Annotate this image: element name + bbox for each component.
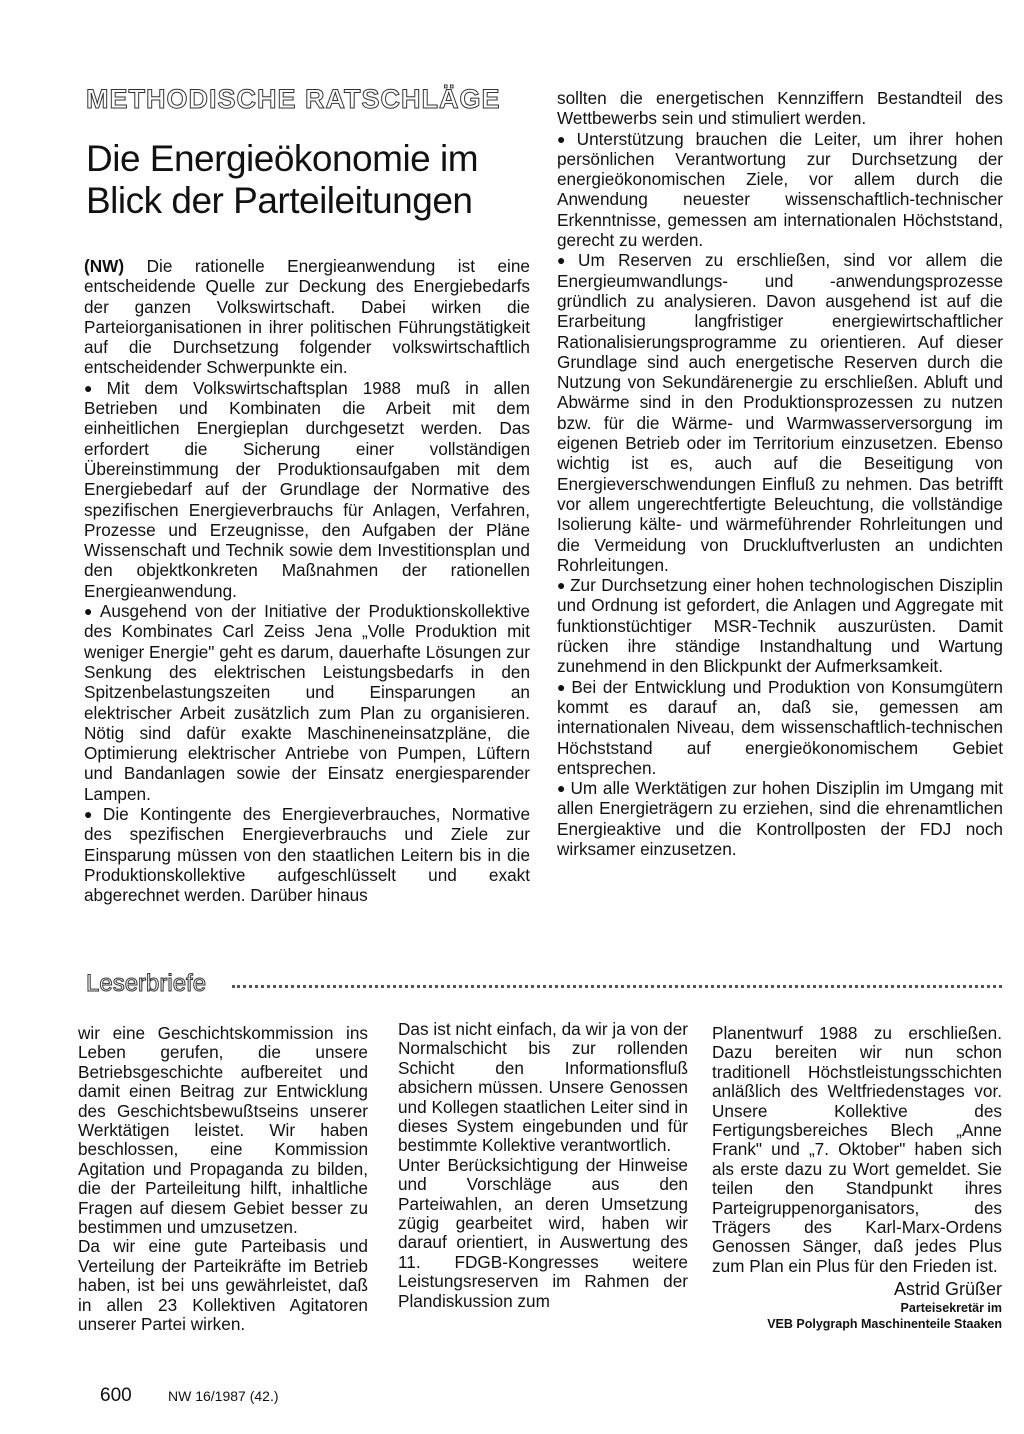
paragraph: Das ist nicht einfach, da wir ja von der Normalschicht bis zur rollenden Schicht den Informationsfluß absichern müssen. Unsere Genossen und Kollegen staatlichen Leiter sind in dieses System eingebunden und für bestimmte Kollektive verantwortlich. <box>398 1019 688 1156</box>
bullet-icon: ● <box>557 577 567 594</box>
bullet-icon: ● <box>84 603 96 620</box>
section-heading-letters: Leserbriefe <box>86 970 207 997</box>
paragraph-text: Zur Durchsetzung einer hohen technologischen Disziplin und Ordnung ist gefordert, die Anlagen und Aggregate mit funktionstüchtiger MSR-Technik auszurüsten. Damit rücken ihre ständige Instandhaltung und Wartung zunehmend in den Blickpunkt der Aufmerksamkeit. <box>557 575 1003 677</box>
paragraph-text: Ausgehend von der Initiative der Produktionskollektive des Kombinates Carl Zeiss Jena „Volle Produktion mit weniger Energie" geht es darum, dauerhafte Lösungen zur Senkung des elektrischen Leistungsbedarfs in den Spitzenbelastungszeiten und Einsparungen an elektrischer Arbeit zusätzlich zum Plan zu organisieren. Nötig sind dafür exakte Maschineneinsatzpläne, die Optimierung elektrischer Antriebe von Pumpen, Lüftern und Bandanlagen sowie der Einsatz energiesparender Lampen. <box>84 601 530 804</box>
paragraph: sollten die energetischen Kennziffern Bestandteil des Wettbewerbs sein und stimuliert werden. <box>557 88 1003 129</box>
paragraph: Da wir eine gute Parteibasis und Verteilung der Parteikräfte im Betrieb haben, ist bei uns gewährleistet, daß in allen 23 Kollektiven Agitatoren unserer Partei wirken. <box>78 1236 368 1335</box>
paragraph-text: Mit dem Volkswirtschaftsplan 1988 muß in allen Betrieben und Kombinaten die Arbeit mit dem einheitlichen Energieplan durchgesetzt werden. Das erfordert die Sicherung einer vollständigen Übereinstimmung der Produktionsaufgaben mit dem Energiebedarf auf der Grundlage der Normative des spezifischen Energieverbrauchs für Anlagen, Verfahren, Prozesse und Erzeugnisse, den Aufgaben der Pläne Wissenschaft und Technik sowie dem Investitionsplan und den objektkonkreten Maßnahmen der rationellen Energieanwendung. <box>84 377 530 601</box>
bullet-icon: ● <box>84 379 103 396</box>
lead-tag: (NW) <box>84 256 125 276</box>
bullet-paragraph <box>84 378 530 601</box>
author-role-line-2: VEB Polygraph Maschinenteile Staaken <box>767 1316 1002 1331</box>
paragraph-text: Unterstützung brauchen die Leiter, um ihrer hohen persönlichen Verantwortung zur Durchsetzung der energieökonomischen Ziele, vor allem durch die Anwendung neuester wissenschaftlich-technischer Erkenntnisse, gemessen am internationalen Höchststand, gerecht zu werden. <box>557 128 1003 251</box>
page-number: 600 <box>100 1385 132 1406</box>
bullet-icon: ● <box>557 252 575 269</box>
bullet-paragraph <box>557 575 1003 676</box>
section-divider <box>232 985 1002 988</box>
article-title <box>86 138 526 222</box>
paragraph-text: Um Reserven zu erschließen, sind vor allem die Energieumwandlungs- und -anwendungsprozesse gründlich zu analysieren. Davon ausgehend ist auf die Erarbeitung langfristiger energiewirtschaftlicher Rationalisierungsprogramme zu orientieren. Auf dieser Grundlage sind auch energetische Reserven durch die Nutzung von Sekundärenergie zu erschließen. Abluft und Abwärme sind in den Produktionsprozessen zu nutzen bzw. für die Wärme- und Warmwasserversorgung im eigenen Betrieb oder im Territorium einzusetzen. Ebenso wichtig ist es, auch auf die Beseitigung von Energieverschwendungen Einfluß zu nehmen. Das betrifft vor allem ungerechtfertigte Beleuchtung, die vollständige Isolierung kälte- und wärmeführender Rohrleitungen und die Vermeidung von Druckluftverlusten an undichten Rohrleitungen. <box>557 250 1003 575</box>
letter-column-3 <box>712 1024 1002 1332</box>
letter-column-2 <box>398 1020 688 1311</box>
bullet-paragraph <box>557 250 1003 575</box>
bullet-paragraph <box>84 601 530 804</box>
article-column-1 <box>84 256 530 906</box>
bullet-icon: ● <box>557 678 568 695</box>
bullet-paragraph <box>84 804 530 905</box>
paragraph: Unter Berücksichtigung der Hinweise und Vorschläge aus den Parteiwahlen, an deren Umsetzung zügig gearbeitet wird, haben wir darauf orientiert, in Auswertung des 11. FDGB-Kongresses weitere Leistungsreserven im Rahmen der Plandiskussion zum <box>398 1154 688 1311</box>
bullet-icon: ● <box>557 780 567 797</box>
journal-issue: NW 16/1987 (42.) <box>168 1388 279 1404</box>
section-kicker: METHODISCHE RATSCHLÄGE <box>86 84 501 114</box>
paragraph: wir eine Geschichtskommission ins Leben gerufen, die unsere Betriebsgeschichte aufbereitet und damit einen Beitrag zur Entwicklung des Geschichtsbewußtseins unserer Werktätigen leistet. Wir haben beschlossen, eine Kommission Agitation und Propaganda zu bilden, die der Parteileitung hilft, inhaltliche Fragen auf diesem Gebiet besser zu bestimmen und umzusetzen. <box>78 1023 368 1238</box>
paragraph-text: Bei der Entwicklung und Produktion von Konsumgütern kommt es darauf an, daß sie, gemessen am internationalen Niveau, dem wissenschaftlich-technischen Höchststand auf energieökonomischem Gebiet entsprechen. <box>557 676 1003 778</box>
bullet-paragraph <box>557 129 1003 251</box>
title-line-1: Die Energieökonomie im <box>86 138 479 179</box>
paragraph: Planentwurf 1988 zu erschließen. Dazu bereiten wir nun schon traditionell Höchstleistungsschichten anläßlich des Weltfriedenstages vor. Unsere Kollektive des Fertigungsbereiches Blech „Anne Frank" und „7. Oktober" haben sich als erste dazu zu Wort gemeldet. Sie teilen den Standpunkt ihres Parteigruppenorganisators, des Trägers des Karl-Marx-Ordens Genossen Sänger, daß jedes Plus zum Plan ein Plus für den Frieden ist. <box>712 1023 1002 1276</box>
letter-author: Astrid Grüßer <box>893 1279 1002 1300</box>
paragraph <box>84 256 530 378</box>
bullet-icon: ● <box>84 806 99 823</box>
article-column-2 <box>557 88 1003 859</box>
paragraph-text: Um alle Werktätigen zur hohen Disziplin im Umgang mit allen Energieträgern zu erziehen, sind die ehrenamtlichen Energieaktive und die Kontrollposten der FDJ noch wirksamer einzusetzen. <box>557 778 1003 859</box>
title-line-2: Blick der Parteileitungen <box>86 180 473 221</box>
paragraph-text: Die rationelle Energieanwendung ist eine entscheidende Quelle zur Deckung des Energiebedarfs der ganzen Volkswirtschaft. Dabei wirken die Parteiorganisationen in ihrer politischen Führungstätigkeit auf die Durchsetzung folgender volkswirtschaftlich entscheidender Schwerpunkte ein. <box>84 256 530 378</box>
letter-column-1 <box>78 1024 368 1335</box>
bullet-icon: ● <box>557 130 573 147</box>
author-role-line-1: Parteisekretär im <box>900 1300 1002 1315</box>
bullet-paragraph <box>557 778 1003 859</box>
paragraph-text: Die Kontingente des Energieverbrauches, Normative des spezifischen Energieverbrauchs und Ziele zur Einsparung müssen von den staatlichen Leitern bis in die Produktionskollektive aufgeschlüsselt und exakt abgerechnet werden. Darüber hinaus <box>84 804 530 906</box>
bullet-paragraph <box>557 677 1003 778</box>
